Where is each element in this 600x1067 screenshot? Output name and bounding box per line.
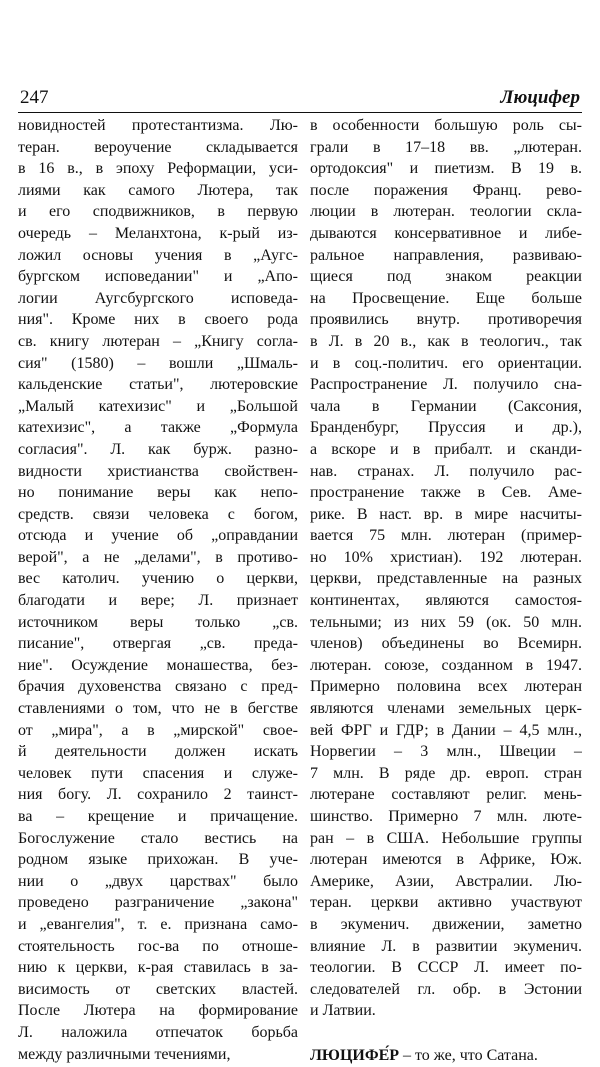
text-line: теологии. В СССР Л. имеет по- [310,959,582,977]
text-line: лютеран имеются в Африке, Юж. [310,851,582,869]
text-line: согласия". Л. как бурж. разно- [18,440,298,458]
text-line: лютеран. союзе, созданном в 1947. [310,656,582,674]
text-line: и „евангелия", т. е. признана само- [18,915,298,933]
text-line: от „мира", а в „мирской" свое- [18,721,298,739]
text-line: ния". Кроме них в своего рода [18,311,298,329]
text-line: в Л. в 20 в., как в теологич., так [310,332,582,350]
text-line: нии о „двух царствах" было [18,872,298,890]
entry-gap [310,1022,582,1045]
text-line: и его сподвижников, в первую [18,203,298,221]
text-line: шинство. Примерно 7 млн. люте- [310,808,582,825]
text-line: Бранденбург, Пруссия и др.), [310,419,582,437]
entry-headword: ЛЮЦИФЕ́Р [310,1046,400,1064]
text-line: св. книгу лютеран – „Книгу согла- [18,332,298,350]
text-line: нию к церкви, к-рая ставилась в за- [18,959,298,977]
text-line: проявились внутр. противоречия [310,311,582,329]
text-line: писание", отвергая „св. преда- [18,635,298,653]
text-line: стоятельность гос-ва по отноше- [18,937,298,955]
text-line: Примерно половина всех лютеран [310,678,582,696]
text-line: но понимание веры как непо- [18,484,298,502]
text-line: лиями как самого Лютера, так [18,181,298,199]
text-line: новидностей протестантизма. Лю- [18,117,298,134]
text-line: и в соц.-политич. его ориентации. [310,354,582,372]
text-line: вается 75 млн. лютеран (пример- [310,527,582,545]
text-line: следователей гл. обр. в Эстонии [310,980,582,998]
text-line: логии Аугсбургского исповеда- [18,289,298,307]
text-line: ния богу. Л. сохранило 2 таинст- [18,786,298,804]
text-line: Распространение Л. получило сна- [310,376,582,394]
text-line: кальденские статьи", лютеровские [18,376,298,394]
text-line: влияние Л. в развитии экуменич. [310,937,582,955]
text-line: Америке, Азии, Австралии. Лю- [310,872,582,890]
text-line: верой", а не „делами", в противо- [18,548,298,566]
text-line: между различными течениями, [18,1045,231,1063]
page-number: 247 [20,87,49,108]
text-line: висимость от светских властей. [18,980,298,998]
page-header [18,86,582,113]
text-line: дываются консервативное и либе- [310,224,582,242]
text-line: благодати и вере; Л. признает [18,592,298,610]
text-line: рике. В наст. вр. в мире насчиты- [310,505,582,523]
text-line: в экуменич. движении, заметно [310,915,582,933]
text-line: ран – в США. Небольшие группы [310,829,582,847]
text-line: отсюда и учение об „оправдании [18,527,298,545]
text-line: ние". Осуждение монашества, без- [18,656,298,674]
text-line: „Малый катехизис" и „Большой [18,397,298,415]
text-line: сия" (1580) – вошли „Шмаль- [18,354,298,372]
text-line: вей ФРГ и ГДР; в Дании – 4,5 млн., [310,721,582,739]
text-line: являются членами земельных церк- [310,700,582,718]
text-line: источником веры только „св. [18,613,298,631]
text-line: теран. вероучение складывается [18,138,298,156]
text-line: Норвегии – 3 млн., Швеции – [310,743,582,761]
text-line: в особенности большую роль сы- [310,117,582,134]
text-line: лютеране составляют религ. мень- [310,786,582,804]
text-line: теран. церкви активно участвуют [310,894,582,912]
text-line: Л. наложила отпечаток борьба [18,1023,298,1041]
text-line: членов) объединены во Всемирн. [310,635,582,653]
text-line: тельными; из них 59 (ок. 50 млн. [310,613,582,631]
text-line: ставлениями о том, что не в бегстве [18,700,298,718]
text-line: континентах, являются самостоя- [310,592,582,610]
text-line: после поражения Франц. рево- [310,181,582,199]
right-column [310,115,582,1067]
text-line: но 10% христиан). 192 лютеран. [310,548,582,566]
text-line: средств. связи человека с богом, [18,505,298,523]
text-line: очередь – Меланхтона, к-рый из- [18,224,298,242]
text-line: й деятельности должен искать [18,743,298,761]
text-line: После Лютера на формирование [18,1002,298,1020]
text-line: церкви, представленные на разных [310,570,582,588]
text-line: пространение также в Сев. Аме- [310,484,582,502]
text-line: в 16 в., в эпоху Реформации, уси- [18,160,298,178]
text-line: чала в Германии (Саксония, [310,397,582,415]
text-line: на Просвещение. Еще больше [310,289,582,307]
text-line: бургском исповедании" и „Апо- [18,268,298,286]
text-line: катехизис", а также „Формула [18,419,298,437]
text-line: ральное направления, развиваю- [310,246,582,264]
running-head: Люцифер [500,87,580,108]
right-column-lines [310,115,582,1022]
text-line: проведено разграничение „закона" [18,894,298,912]
text-line: вес католич. учению о церкви, [18,570,298,588]
left-column [18,115,298,1065]
text-line: щиеся под знаком реакции [310,268,582,286]
text-line: грали в 17–18 вв. „лютеран. [310,138,582,156]
text-line: люции в лютеран. теологии скла- [310,203,582,221]
text-line: видности христианства свойствен- [18,462,298,480]
text-line: ортодоксия" и пиетизм. В 19 в. [310,160,582,178]
text-line: 7 млн. В ряде др. европ. стран [310,764,582,782]
text-line: Богослужение стало вестись на [18,829,298,847]
text-line: ва – крещение и причащение. [18,808,298,825]
text-line: а вскоре и в прибалт. и сканди- [310,440,582,458]
text-line: нав. странах. Л. получило рас- [310,462,582,480]
entry-definition: – то же, что Сатана. [399,1046,538,1064]
entry-lucifer [310,1045,582,1067]
text-line: и Латвии. [310,1002,376,1020]
text-line: человек пути спасения и служе- [18,764,298,782]
text-line: брачия духовенства связано с пред- [18,678,298,696]
text-line: родном языке прихожан. В уче- [18,851,298,869]
text-line: ложил основы учения в „Аугс- [18,246,298,264]
